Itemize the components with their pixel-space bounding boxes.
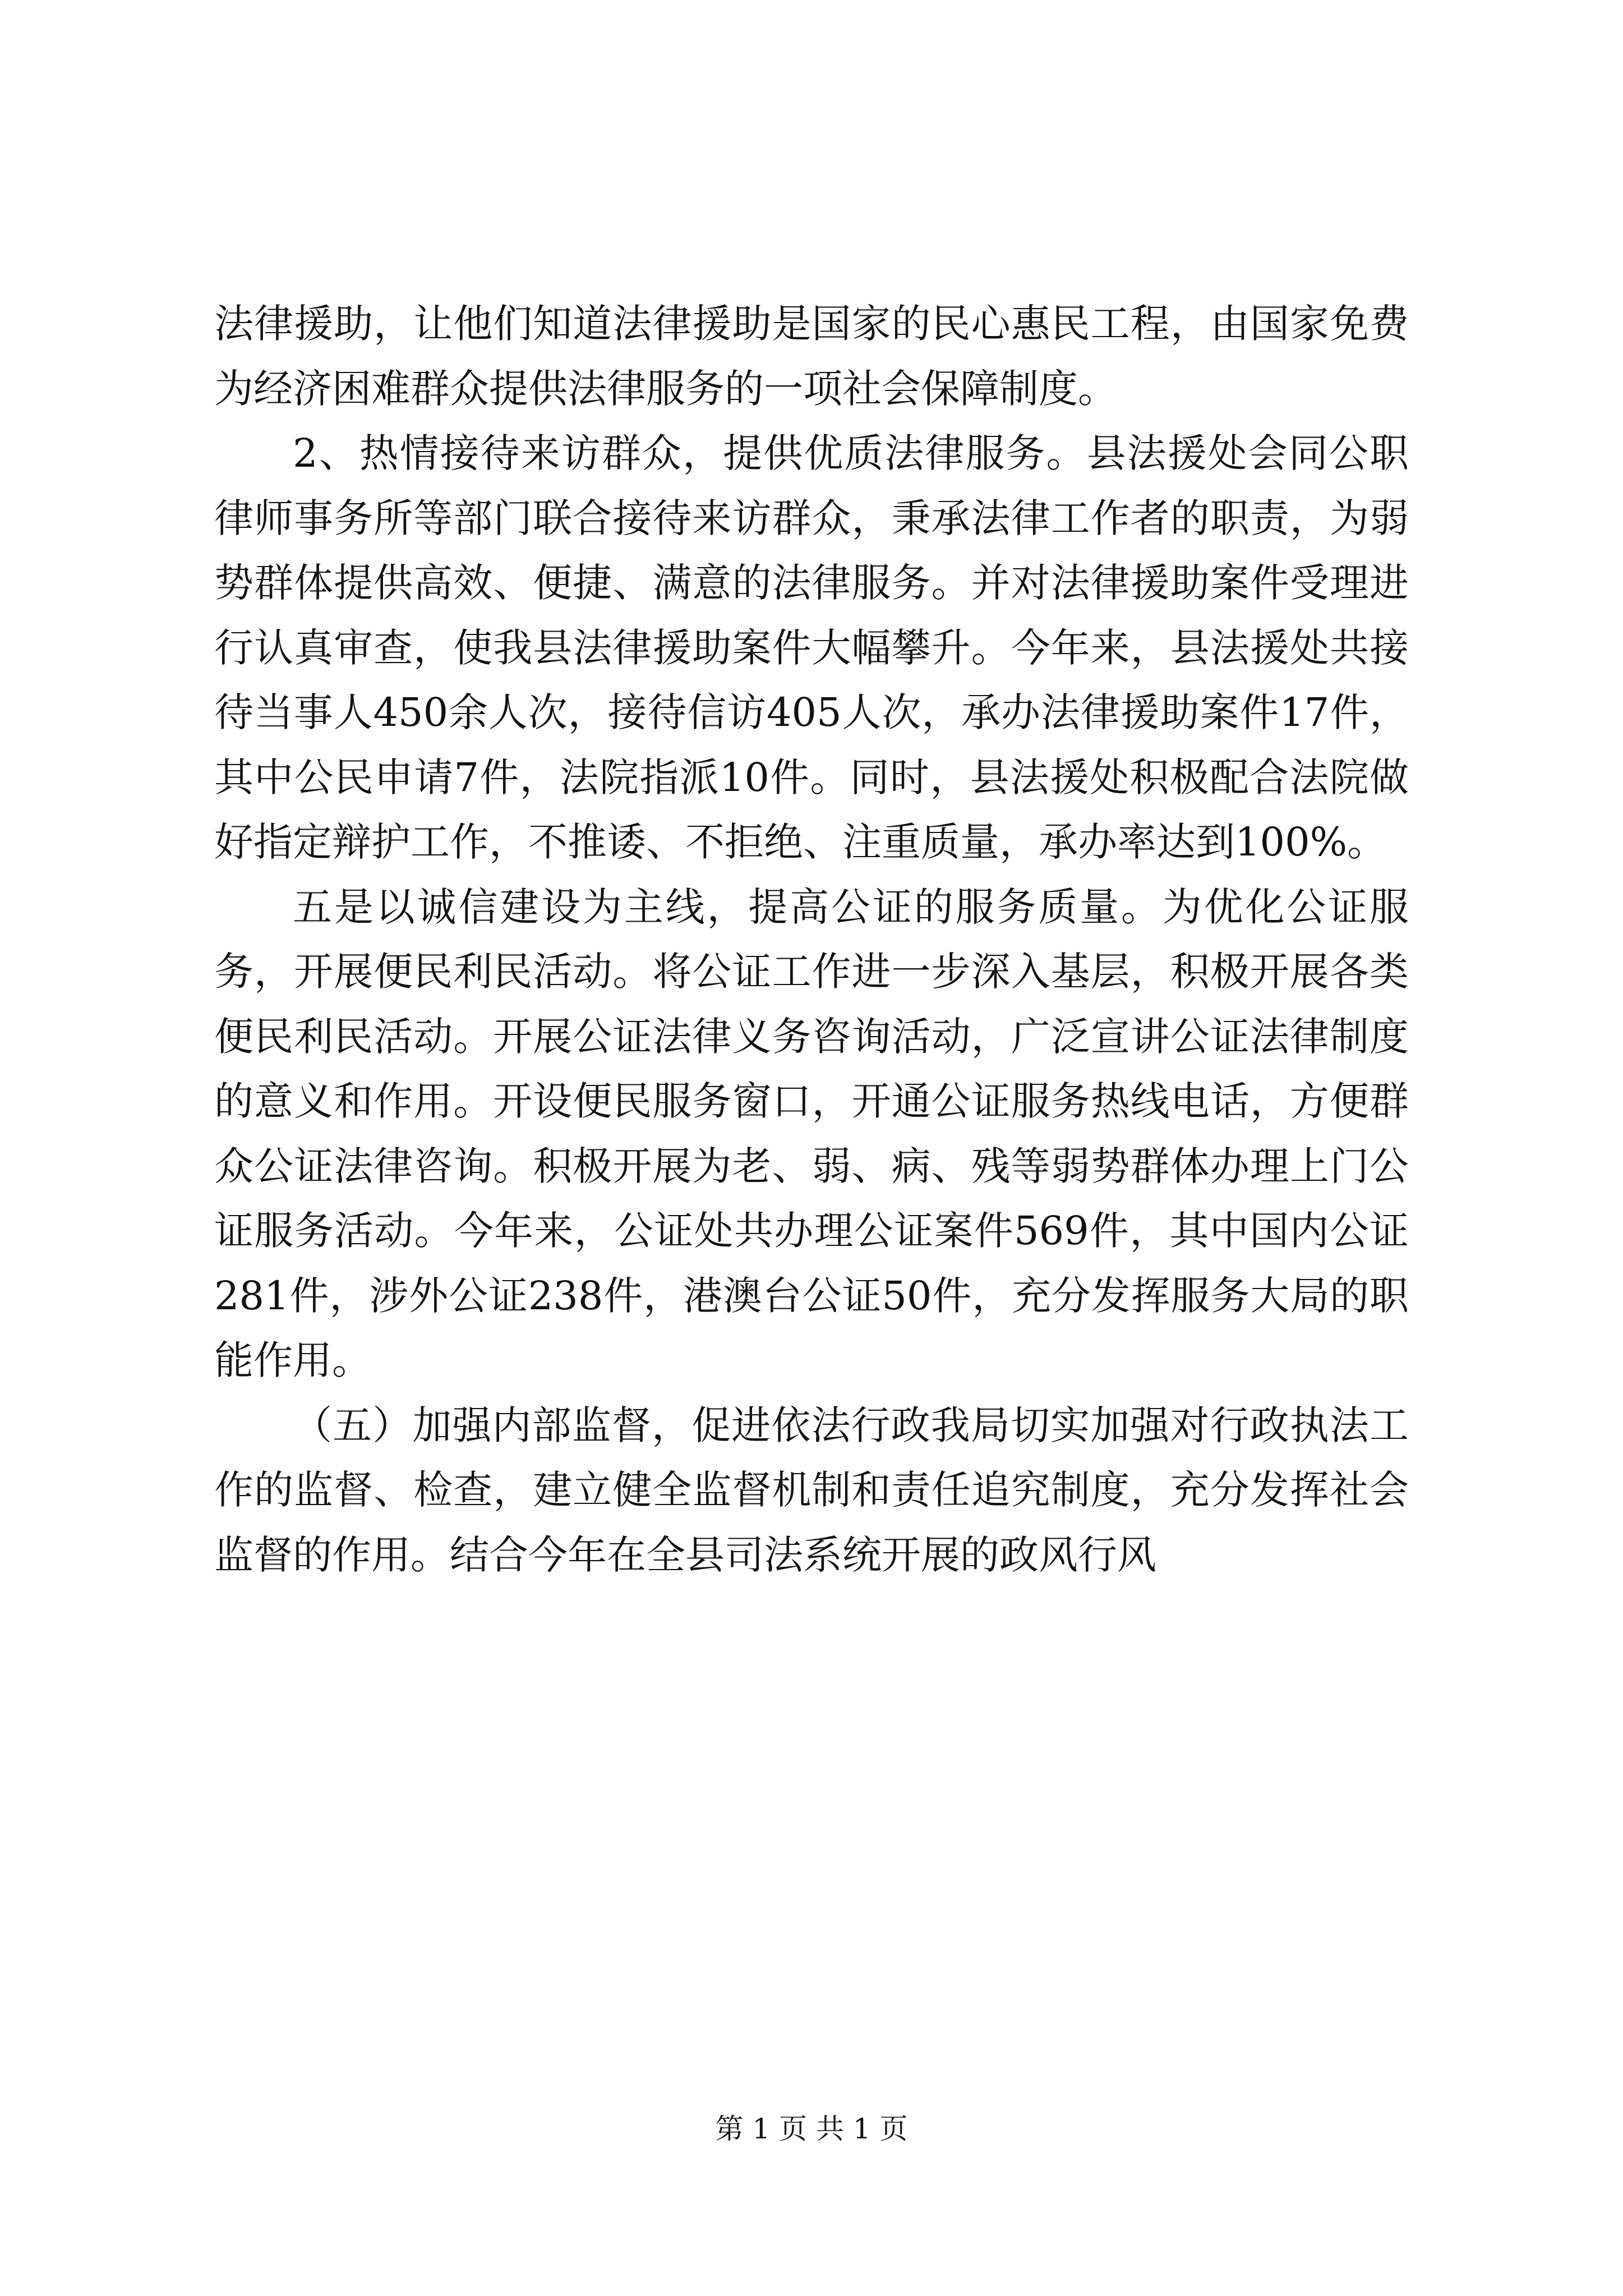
paragraph-legal-aid-continuation: 法律援助，让他们知道法律援助是国家的民心惠民工程，由国家免费为经济困难群众提供法律服务的一项社会保障制度。 xyxy=(214,301,1409,412)
page-number-footer: 第 1 页 共 1 页 xyxy=(715,2113,908,2145)
paragraph-notary-service: 五是以诚信建设为主线，提高公证的服务质量。为优化公证服务，开展便民利民活动。将公证工作进一步深入基层，积极开展各类便民利民活动。开展公证法律义务咨询活动，广泛宣讲公证法律制度的意义和作用。开设便民服务窗口，开通公证服务热线电话，方便群众公证法律咨询。积极开展为老、弱、病、残等弱势群体办理上门公证服务活动。今年来，公证处共办理公证案件569件，其中国内公证281件，涉外公证238件，港澳台公证50件，充分发挥服务大局的职能作用。 xyxy=(214,884,1409,1383)
document-body xyxy=(214,292,1409,1588)
paragraph-legal-aid-reception: 2、热情接待来访群众，提供优质法律服务。县法援处会同公职律师事务所等部门联合接待来访群众，秉承法律工作者的职责，为弱势群体提供高效、便捷、满意的法律服务。并对法律援助案件受理进行认真审查，使我县法律援助案件大幅攀升。今年来，县法援处共接待当事人450余人次，接待信访405人次，承办法律援助案件17件，其中公民申请7件，法院指派10件。同时，县法援处积极配合法院做好指定辩护工作，不推诿、不拒绝、注重质量，承办率达到100%。 xyxy=(214,430,1409,865)
paragraph-internal-supervision: （五）加强内部监督，促进依法行政我局切实加强对行政执法工作的监督、检查，建立健全监督机制和责任追究制度，充分发挥社会监督的作用。结合今年在全县司法系统开展的政风行风 xyxy=(214,1402,1409,1578)
